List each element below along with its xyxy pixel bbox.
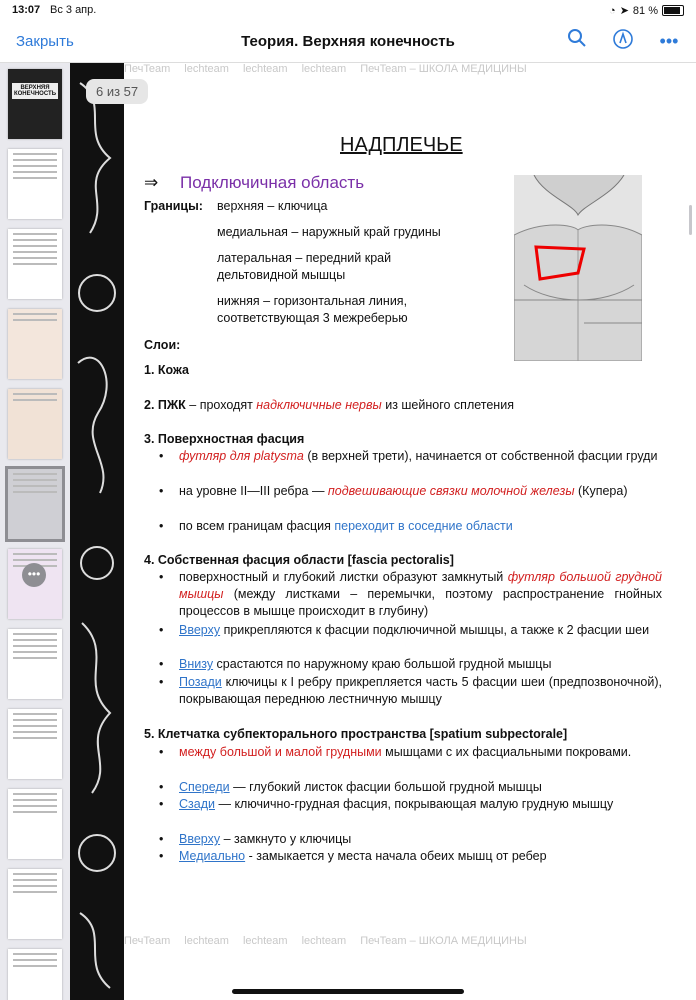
thumbnail-page-9[interactable] — [8, 709, 62, 779]
markup-pen-icon[interactable] — [610, 28, 636, 54]
list-item: • футляр для platysma (в верхней трети), начинается от собственной фасции груди — [179, 448, 662, 465]
border-lower-2: соответствующая 3 межреберью — [217, 311, 408, 325]
nav-actions — [564, 28, 682, 54]
list-item: • по всем границам фасция переходит в соседние области — [179, 518, 662, 535]
border-upper: верхняя – ключица — [217, 199, 328, 213]
list-item: • поверхностный и глубокий листки образуют замкнутый футляр большой грудной мышцы (между листками – перемычки, поэтому распространение гнойных процессов в мышце происходит в глубину) — [179, 569, 662, 620]
wifi-icon: ◔ — [609, 4, 616, 17]
border-lateral-1: латеральная – передний край — [217, 251, 392, 265]
list-item: • на уровне II—III ребра — подвешивающие связки молочной железы (Купера) — [179, 483, 662, 500]
battery-icon — [662, 5, 684, 16]
watermark-bottom: ПечTeam lechteam lechteam lechteam ПечTeam – ШКОЛА МЕДИЦИНЫ — [124, 935, 527, 947]
thumbnail-page-5[interactable] — [8, 389, 62, 459]
list-item: • Медиально - замыкается у места начала обеих мышц от ребер — [179, 848, 662, 865]
borders-label: Границы: — [144, 199, 203, 213]
layer-skin: 1. Кожа — [144, 363, 189, 377]
arrow-icon: ⇒ — [144, 173, 159, 192]
document-page[interactable] — [96, 63, 696, 1000]
status-bar — [0, 0, 696, 22]
border-lateral-2: дельтовидной мышцы — [217, 268, 346, 282]
layer-superficial-fascia: 3. Поверхностная фасция — [144, 432, 305, 446]
watermark-top: ПечTeam lechteam lechteam lechteam ПечTeam – ШКОЛА МЕДИЦИНЫ — [124, 63, 527, 75]
thumbnail-sidebar[interactable] — [0, 63, 70, 1000]
thumbnail-page-1[interactable] — [8, 69, 62, 139]
layer-fat: 2. ПЖК – проходят надключичные нервы из шейного сплетения — [144, 398, 514, 412]
thumbnail-page-3[interactable] — [8, 229, 62, 299]
scrollbar[interactable] — [689, 205, 692, 235]
battery-percent: 81 % — [632, 4, 658, 17]
thumbnail-page-8[interactable] — [8, 629, 62, 699]
status-right — [609, 4, 684, 17]
status-time: 13:07 — [12, 4, 41, 16]
layer-own-fascia: 4. Собственная фасция области [fascia pectoralis] — [144, 553, 454, 567]
decorative-border — [70, 63, 124, 1000]
location-icon: ➤ — [619, 5, 629, 17]
thumbnail-page-12[interactable] — [8, 949, 62, 1000]
list-item: • Спереди — глубокий листок фасции большой грудной мышцы — [179, 779, 662, 796]
thumbnail-options-button[interactable]: ••• — [22, 563, 46, 587]
thumbnail-page-6[interactable] — [8, 469, 62, 539]
border-lower-1: нижняя – горизонтальная линия, — [217, 294, 408, 308]
layers-label: Слои: — [144, 338, 181, 352]
list-item: • Внизу срастаются по наружному краю большой грудной мышцы — [179, 656, 662, 673]
more-icon[interactable]: ••• — [659, 31, 679, 51]
close-button[interactable]: Закрыть — [16, 33, 74, 50]
anatomy-illustration — [514, 175, 642, 361]
thumbnail-page-10[interactable] — [8, 789, 62, 859]
thumbnail-page-4[interactable] — [8, 309, 62, 379]
nav-bar — [0, 22, 696, 63]
layer-subpectoral: 5. Клетчатка субпекторального пространства [spatium subpectorale] — [144, 727, 568, 741]
list-item: • Позади ключицы к I ребру прикрепляется часть 5 фасции шеи (предпозвоночной), покрывающая переднюю лестничную мышцу — [179, 674, 662, 708]
status-date: Вс 3 апр. — [50, 4, 97, 16]
list-item: • Вверху – замкнуто у ключицы — [179, 831, 662, 848]
section-subtitle: Подключичная область — [180, 173, 365, 192]
list-item: • Вверху прикрепляются к фасции подключичной мышцы, а также к 2 фасции шеи — [179, 622, 662, 639]
list-item: • между большой и малой грудными мышцами с их фасциальными покровами. — [179, 744, 662, 761]
border-medial: медиальная – наружный край грудины — [217, 225, 441, 239]
cover-title: ВЕРХНЯЯ КОНЕЧНОСТЬ — [13, 85, 57, 97]
thumbnail-page-2[interactable] — [8, 149, 62, 219]
list-item: • Сзади — ключично-грудная фасция, покрывающая малую грудную мышцу — [179, 796, 662, 813]
search-icon[interactable] — [564, 28, 590, 54]
home-indicator[interactable] — [232, 989, 464, 994]
page-indicator: 6 из 57 — [86, 79, 148, 104]
document-title: Теория. Верхняя конечность — [241, 33, 455, 50]
thumbnail-page-11[interactable] — [8, 869, 62, 939]
page-heading: НАДПЛЕЧЬЕ — [340, 134, 463, 156]
